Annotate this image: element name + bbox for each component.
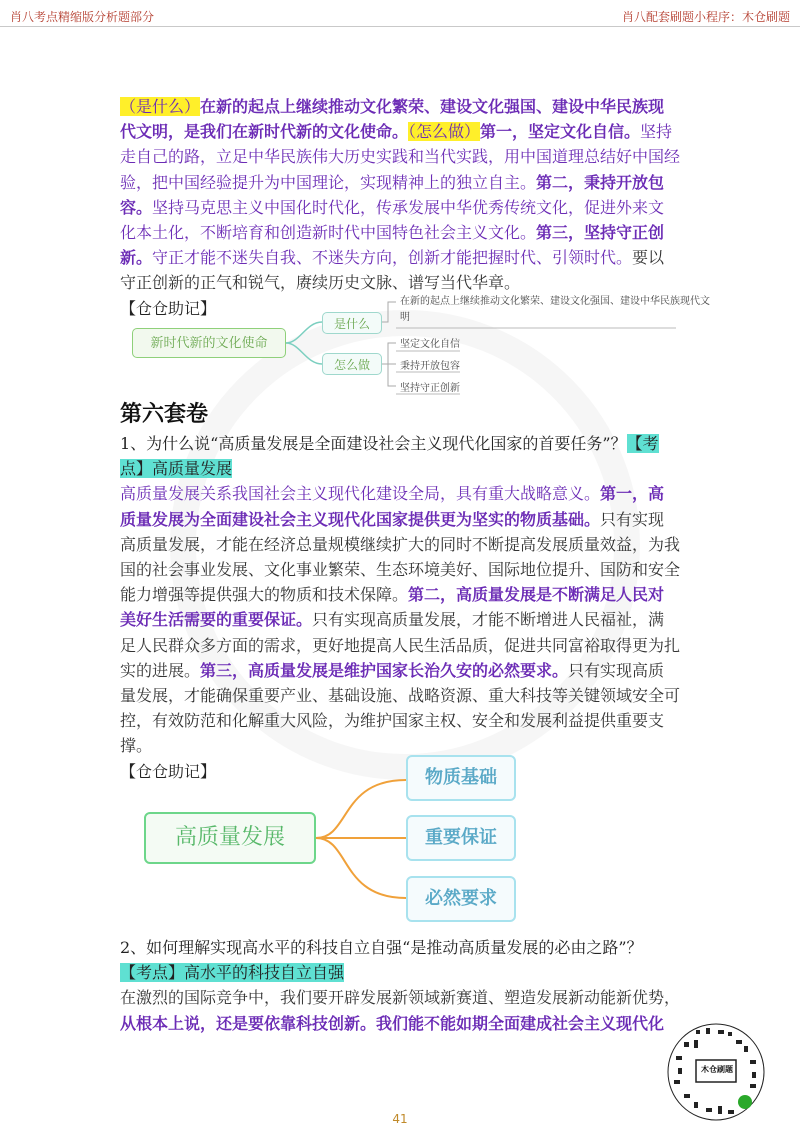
point-2-title: 第二，秉持开放包容。 <box>120 172 665 217</box>
mindmap-1-how-leaf: 秉持开放包容 <box>400 361 460 372</box>
mindmap-1-root: 新时代新的文化使命 <box>132 328 286 358</box>
answer-point-2-title: 第二，高质量发展是不断满足人民对美好生活需要的重要保证。 <box>120 585 665 630</box>
kaodian-topic: 高水平的科技自立自强 <box>184 963 345 983</box>
mindmap-2-leaf: 重要保证 <box>406 815 516 861</box>
point-3-title: 第三，坚持守正创新。 <box>120 223 665 268</box>
point-2-text: 坚持马克思主义中国化时代化，传承发展中华优秀传统文化，促进外来文化本土化，不断培育和创造新时代中国特色社会主义文化。 <box>120 197 665 243</box>
mindmap-1-branch-how: 怎么做 <box>322 353 382 375</box>
question-2-block <box>120 935 680 1036</box>
point-1-title: 第一，坚定文化自信。 <box>480 122 641 142</box>
mindmap-1-what-leaf-2: 明 <box>400 312 410 323</box>
mindmap-1-branch-what: 是什么 <box>322 312 382 334</box>
mission-statement: 在新的起点上继续推动文化繁荣、建设文化强国、建设中华民族现代文明，是我们在新时代新的文化使命。 <box>120 97 665 142</box>
mindmap-2-root: 高质量发展 <box>144 812 316 864</box>
mindmap-2-leaf: 物质基础 <box>406 755 516 801</box>
question-1: 1、为什么说“高质量发展是全面建设社会主义现代化国家的首要任务”？ <box>120 434 627 453</box>
tag-how: （怎么做） <box>408 122 481 142</box>
point-1-text: 坚持走自己的路，立足中华民族伟大历史实践和当代实践，用中国道理总结好中国经验，把中国经验提升为中国理论，实现精神上的独立自主。 <box>120 122 681 192</box>
kaodian-tag: 【考点】 <box>120 963 185 983</box>
page-number: 41 <box>392 1112 408 1126</box>
answer-bold: 从根本上说，还是要依靠科技创新。我们能不能如期全面建成社会主义现代化 <box>120 1013 665 1033</box>
mindmap-2-leaf: 必然要求 <box>406 876 516 922</box>
answer-point-3-title: 第三，高质量发展是维护国家长治久安的必然要求。 <box>200 660 569 680</box>
memory-aid-label: 【仓仓助记】 <box>120 761 217 781</box>
question-2: 2、如何理解实现高水平的科技自立自强“是推动高质量发展的必由之路”？ <box>120 938 643 957</box>
section-heading: 第六套卷 <box>120 402 209 427</box>
answer-point-3-text: 只有实现高质量发展，才能确保重要产业、基础设施、战略资源、重大科技等关键领域安全可控，有效防范和化解重大风险，为维护国家主权、安全和发展利益提供重要支撑。 <box>120 660 681 756</box>
mindmap-1-how-leaf: 坚持守正创新 <box>400 383 460 394</box>
qr-brand-label: 木仓刷题 <box>701 1065 733 1074</box>
mindmap-1-how-leaf: 坚定文化自信 <box>400 339 460 350</box>
tag-what: （是什么） <box>120 97 201 116</box>
answer-point-1-title: 第一，高质量发展为全面建设社会主义现代化国家提供更为坚实的物质基础。 <box>120 484 665 529</box>
header-right: 肖八配套刷题小程序：木仓刷题 <box>621 10 790 24</box>
mindmap-1-what-leaf: 在新的起点上继续推动文化繁荣、建设文化强国、建设中华民族现代文 <box>400 296 710 307</box>
answer-point-2-text: 只有实现高质量发展，才能不断增进人民福祉，满足人民群众多方面的需求，更好地提高人民生活品质，促进共同富裕取得更为扎实的进展。 <box>120 610 681 680</box>
answer-intro: 高质量发展关系我国社会主义现代化建设全局，具有重大战略意义。 <box>120 484 601 504</box>
header-left: 肖八考点精缩版分析题部分 <box>10 10 155 24</box>
closing-text: 要以守正创新的正气和锐气，赓续历史文脉、谱写当代华章。 <box>120 248 665 293</box>
point-3-text: 守正才能不迷失自我、不迷失方向，创新才能把握时代、引领时代。 <box>152 248 633 268</box>
kaodian-topic: 高质量发展 <box>152 459 233 479</box>
memory-aid-label: 【仓仓助记】 <box>120 298 217 318</box>
answer-text: 在激烈的国际竞争中，我们要开辟发展新领域新赛道、塑造发展新动能新优势， <box>120 988 681 1008</box>
kaodian-tag: 【考点】 <box>120 434 659 479</box>
answer-point-1-text: 只有实现高质量发展，才能在经济总量规模继续扩大的同时不断提高发展质量效益，为我国的社会事业发展、文化事业繁荣、生态环境美好、国际地位提升、国防和安全能力增强等提供强大的物质和技术保障。 <box>120 509 681 605</box>
